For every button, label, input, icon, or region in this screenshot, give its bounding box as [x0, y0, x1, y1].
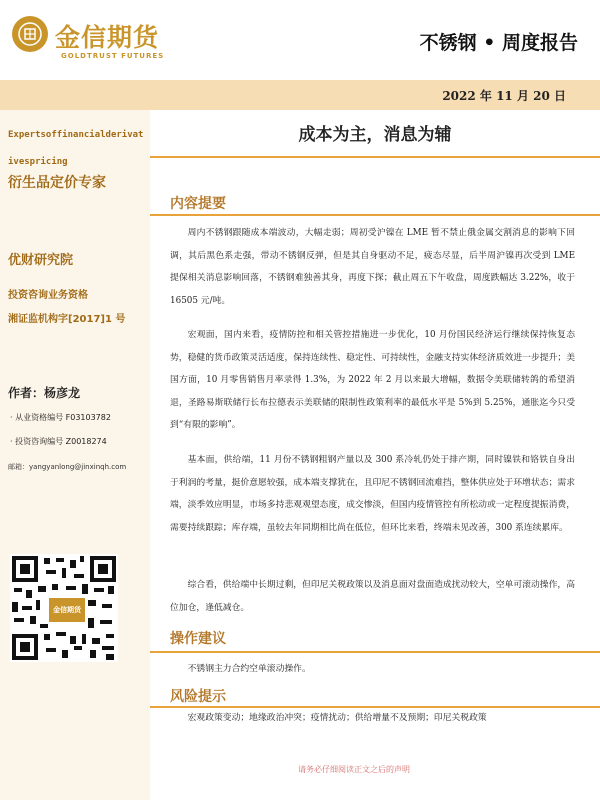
sidebar-tagline-en: Expertsoffinancialderivativespricing: [8, 130, 144, 167]
section-heading-risk: 风险提示: [170, 689, 226, 705]
advice-text: 不锈钢主力合约空单滚动操作。: [187, 664, 311, 674]
coin-seal-icon: [12, 16, 48, 52]
institute-name: 优财研究院: [8, 253, 74, 268]
risk-text: 宏观政策变动；地缘政治冲突；疫情扰动；供给增量不及预期；印尼关税政策: [187, 713, 487, 723]
qr-badge: 金信期货: [47, 596, 87, 624]
section-heading-advice: 操作建议: [170, 631, 226, 647]
sidebar: [0, 110, 150, 800]
brand-name: 金信期货: [55, 23, 160, 52]
advice-rule: [150, 651, 600, 653]
advisory-number: · 投资咨询编号 Z0018274: [10, 437, 107, 446]
report-title: 不锈钢 • 周度报告: [419, 32, 578, 54]
summary-rule: [150, 214, 600, 216]
report-date: 2022 年 11 月 20 日: [442, 89, 566, 103]
paragraph-price: 周内不锈钢跟随成本端波动，大幅走弱；周初受沪镍在 LME 暂不禁止俄金属交割消息的影响下回调，其后黑色系走强，带动不锈钢反弹，但是其自身驱动不足，疲态尽显，后半周沪镍再次受到 LME 提保相关消息影响回落，不锈钢难独善其身，再度下探；截止周五下午收盘，周度跌幅达 3.22%，收于 16505 元/吨。: [170, 228, 575, 306]
qualification-number: 湘证监机构字[2017]1 号: [8, 314, 126, 325]
author-email[interactable]: 邮箱：yangyanlong@jinxinqh.com: [8, 463, 127, 471]
paragraph-conclusion: 综合看，供给端中长期过剩，但印尼关税政策以及消息面对盘面造成扰动较大，空单可滚动操作，高位加仓，逢低减仓。: [170, 580, 575, 613]
paragraph-macro: 宏观面，国内来看，疫情防控和相关管控措施进一步优化，10 月份国民经济运行继续保持恢复态势，稳健的货币政策灵活适度，保持连续性、稳定性、可持续性，金融支持实体经济质效进一步提升；美国方面，10 月零售销售月率录得 1.3%，为 2022 年 2 月以来最大增幅，数据令美联储转鸽的希望消退，圣路易斯联储行长布拉德表示美联储的限制性政策利率的最低水平是 5%到 5.25%，通胀迄今只受到“有限的影响”。: [170, 330, 575, 431]
header-bar: [0, 0, 600, 80]
footer-disclaimer: 请务必仔细阅读正文之后的声明: [298, 765, 410, 774]
section-heading-summary: 内容提要: [170, 196, 226, 212]
sidebar-tagline-cn: 衍生品定价专家: [8, 175, 106, 191]
qualification-line: 投资咨询业务资格: [8, 290, 88, 301]
author-name: 作者：杨彦龙: [8, 386, 81, 400]
main-title: 成本为主，消息为辅: [298, 125, 452, 145]
qr-code-icon: [10, 554, 118, 662]
paragraph-fundamentals: 基本面，供给端，11 月份不锈钢粗钢产量以及 300 系冷轧仍处于排产期，同时镍铁和铬铁自身出于利润的考量，挺价意愿较强，成本端支撑犹在，且印尼不锈钢回流难挡，整体供应处于环增状态；需求端，淡季效应明显，市场多持悲观观望态度，成交惨淡，但国内疫情管控有所松动或一定程度提振消费，需要持续跟踪；库存端，虽较去年同期相比尚在低位，但环比来看，终端未见改善，300 系连续累库。: [170, 455, 575, 533]
license-number: · 从业资格编号 F03103782: [10, 413, 111, 422]
brand-name-en: GOLDTRUST FUTURES: [61, 52, 165, 60]
title-rule: [150, 156, 600, 158]
